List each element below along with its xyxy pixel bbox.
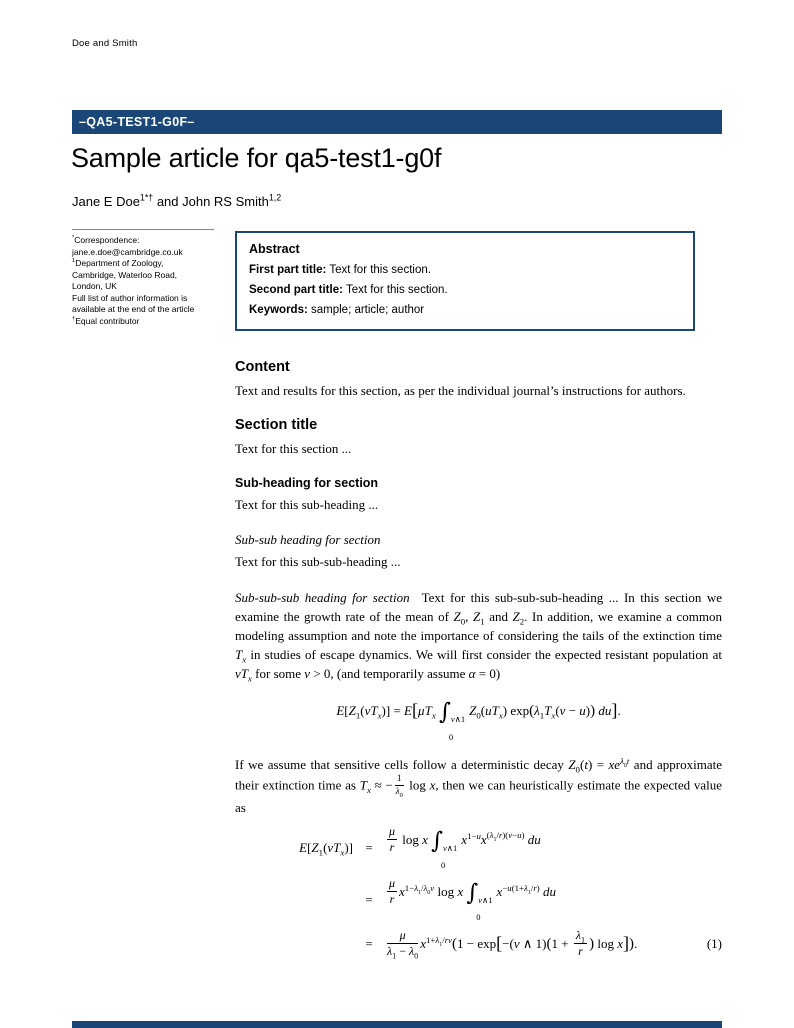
abstract-item-label: Keywords: bbox=[249, 304, 308, 316]
author-info-note: Full list of author information is bbox=[72, 292, 188, 303]
sub-heading: Sub-heading for section bbox=[235, 476, 379, 490]
issue-banner: –QA5-TEST1-G0F– bbox=[72, 110, 722, 134]
equation-row bbox=[235, 877, 722, 922]
running-header: Doe and Smith bbox=[72, 38, 138, 49]
sub-sub-heading: Sub-sub heading for section bbox=[235, 532, 381, 547]
equation-number: (1) bbox=[706, 936, 722, 952]
abstract-item bbox=[249, 283, 681, 298]
equation-rhs: $\frac{\mu}{r}$ log x ∫ v∧1 0 $x^{1-u}x^{(\lambda_1/r)(v-u)}$ du bbox=[389, 823, 541, 871]
abstract-box bbox=[235, 231, 695, 331]
affiliation-line: Cambridge, Waterloo Road, bbox=[72, 269, 178, 280]
equals-sign: = bbox=[365, 936, 373, 952]
paragraph bbox=[235, 588, 722, 683]
aligned-equations bbox=[235, 825, 722, 959]
equation-row bbox=[235, 929, 722, 959]
abstract-item-text: sample; article; author bbox=[311, 304, 425, 316]
author-info-note: available at the end of the article bbox=[72, 304, 195, 314]
paragraph: Text for this section ... bbox=[235, 441, 352, 456]
affiliation-line: London, UK bbox=[72, 281, 117, 291]
paragraph: Text for this sub-heading ... bbox=[235, 497, 379, 512]
paragraph-text: Text for this sub-sub-sub-heading ... In this section we examine the growth rate of the mean of $Z_0$, $Z_1$ and $Z_2$. In addition, we examine a common modeling assumption and note the importance of considering the tails of the extinction time $T_x$ in studies of escape dynamics. We will first consider the expected resistant population at $vT_x$ for some v > 0, (and temporarily assume α = 0) bbox=[235, 590, 723, 684]
abstract-item-text: Text for this section. bbox=[345, 284, 448, 296]
abstract-item-text: Text for this section. bbox=[329, 264, 431, 276]
equation-rhs: $\frac{\mu}{\lambda_1 - \lambda_0}$ $x^{1+\lambda_1/rv}(1 - \exp[-(v$ ∧ 1)(1 + $\frac{\lambda_1}{r}$ ) log x]). bbox=[387, 928, 638, 961]
affiliation-line: $^1$Department of Zoology, bbox=[72, 258, 164, 268]
section-heading: Section title bbox=[235, 417, 318, 433]
equation-row bbox=[235, 825, 722, 870]
authors-line: Jane E Doe$^{1*\dagger}$ and John RS Smith$^{1,2}$ bbox=[72, 192, 282, 209]
article-body bbox=[235, 359, 722, 966]
paragraph: Text and results for this section, as per the individual journal’s instructions for authors. bbox=[235, 383, 686, 398]
abstract-item-label: Second part title: bbox=[249, 284, 343, 296]
abstract-heading: Abstract bbox=[249, 242, 300, 256]
article-title: Sample article for qa5-test1-g0f bbox=[71, 143, 442, 173]
sub-sub-sub-heading: Sub-sub-sub heading for section bbox=[235, 590, 410, 605]
correspondence-email: jane.e.doe@cambridge.co.uk bbox=[72, 246, 183, 257]
content-heading: Content bbox=[235, 359, 290, 375]
equation-lhs: $E[Z_1(vT_x)]$ bbox=[299, 839, 353, 858]
sidebar-divider bbox=[72, 229, 214, 230]
abstract-item bbox=[249, 263, 681, 278]
paragraph: Text for this sub-sub-heading ... bbox=[235, 554, 401, 569]
display-equation: $E[Z_1(vT_x)] = E[\mu T_x$ ∫ v∧1 0 $Z_0(uT_x) \exp(\lambda_1T_x(v - u))$ du]. bbox=[336, 699, 621, 742]
equation-rhs: $\frac{\mu}{r}$ $x^{1-\lambda_1/\lambda_0v}$ log x ∫ v∧1 0 $x^{-u(1+\lambda_1/r)}$ du bbox=[389, 875, 556, 923]
abstract-item bbox=[249, 303, 681, 318]
equal-contributor-note: †Equal contributor bbox=[72, 315, 140, 326]
author-notes bbox=[72, 235, 224, 327]
equals-sign: = bbox=[365, 839, 373, 855]
abstract-item-label: First part title: bbox=[249, 264, 327, 276]
footer-banner bbox=[72, 1021, 722, 1028]
equals-sign: = bbox=[365, 891, 373, 907]
correspondence-label: *Correspondence: bbox=[72, 235, 140, 245]
paragraph: If we assume that sensitive cells follow a deterministic decay $Z_0(t) = xe^{\lambda_0t}$ and approximate their extinction time as $T_x$ ≈ − $\frac{1}{\lambda_0}$ log x, then we can heuristically estimate the expected value as bbox=[235, 755, 723, 815]
